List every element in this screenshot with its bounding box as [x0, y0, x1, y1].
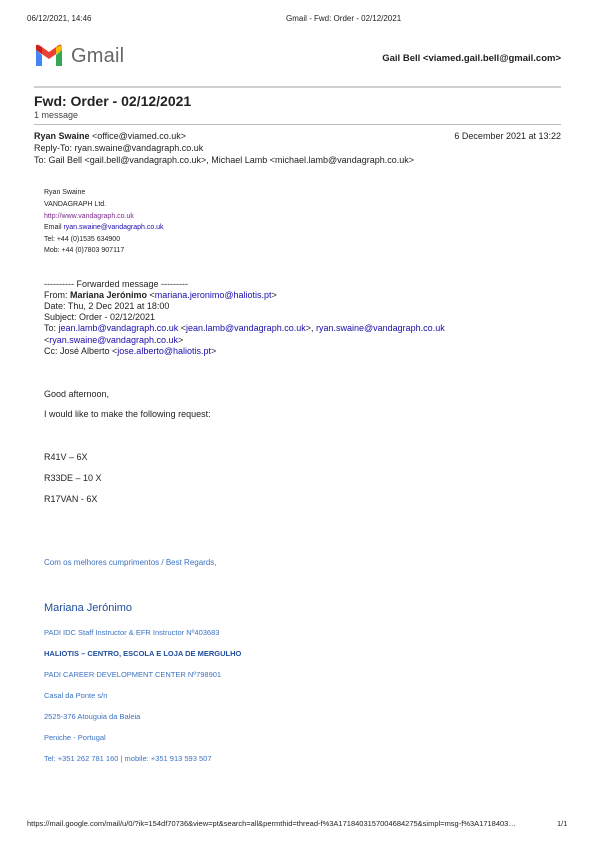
- fwd-to-open2: <: [44, 335, 50, 345]
- fwd-to-line2: [44, 335, 183, 345]
- account-label: Gail Bell <viamed.gail.bell@gmail.com>: [382, 53, 561, 64]
- sig-website-link[interactable]: http://www.vandagraph.co.uk: [44, 213, 134, 220]
- footer-sig-phones: Tel: +351 262 781 160 | mobile: +351 913 593 507: [44, 754, 212, 763]
- print-url: https://mail.google.com/mail/u/0/?ik=154df70736&view=pt&search=all&permthid=thread-f%3A1718403157004684275&simpl=msg-f%3A1718403…: [27, 819, 516, 828]
- message-count: 1 message: [34, 110, 79, 120]
- fwd-to-email2-link[interactable]: ryan.swaine@vandagraph.co.uk: [315, 323, 445, 333]
- fwd-to-label: To:: [44, 323, 59, 333]
- sig-email-label: Email: [44, 224, 64, 231]
- gmail-logo-icon: [34, 44, 64, 68]
- order-item: R33DE – 10 X: [44, 473, 102, 483]
- reply-to: Reply-To: ryan.swaine@vandagraph.co.uk: [34, 143, 204, 153]
- subject-divider: [34, 124, 561, 125]
- fwd-to-email1b-link[interactable]: jean.lamb@vandagraph.co.uk: [186, 323, 306, 333]
- fwd-date: Date: Thu, 2 Dec 2021 at 18:00: [44, 301, 170, 311]
- greeting: Good afternoon,: [44, 389, 110, 399]
- sig-company: VANDAGRAPH Ltd.: [44, 201, 107, 208]
- sender-email: <office@viamed.co.uk>: [92, 131, 187, 141]
- request-text: I would like to make the following request:: [44, 409, 211, 419]
- sig-email-line: [44, 224, 164, 231]
- footer-sig-address1: Casal da Ponte s/n: [44, 691, 108, 700]
- print-page-title: Gmail - Fwd: Order - 02/12/2021: [286, 14, 402, 23]
- header-divider: [34, 86, 561, 88]
- footer-sig-address3: Peniche - Portugal: [44, 733, 106, 742]
- sig-name: Ryan Swaine: [44, 189, 86, 196]
- footer-sig-name: Mariana Jerónimo: [44, 602, 133, 614]
- forward-separator: ---------- Forwarded message ---------: [44, 279, 188, 289]
- fwd-to-line: [44, 323, 445, 333]
- fwd-cc-label: Cc: José Alberto <: [44, 346, 118, 356]
- fwd-to-email1-link[interactable]: jean.lamb@vandagraph.co.uk: [58, 323, 179, 333]
- sig-email-link[interactable]: ryan.swaine@vandagraph.co.uk: [63, 224, 164, 231]
- fwd-to-close2: >: [177, 335, 184, 345]
- gmail-logo-text: Gmail: [71, 45, 125, 67]
- footer-sig-company: HALIOTIS – CENTRO, ESCOLA E LOJA DE MERGULHO: [44, 649, 242, 658]
- sig-tel: Tel: +44 (0)1535 634900: [44, 236, 121, 243]
- fwd-to-close1: >,: [305, 323, 316, 333]
- order-item: R41V – 6X: [44, 452, 88, 462]
- fwd-from-label: From:: [44, 290, 70, 300]
- fwd-cc-email-link[interactable]: jose.alberto@haliotis.pt: [117, 346, 211, 356]
- footer-sig-role: PADI IDC Staff Instructor & EFR Instructor Nº403683: [44, 628, 220, 637]
- fwd-from-line: [44, 290, 277, 300]
- print-datetime: 06/12/2021, 14:46: [27, 14, 92, 23]
- sender-line: [34, 131, 186, 141]
- thread-subject: Fwd: Order - 02/12/2021: [34, 93, 192, 109]
- order-item: R17VAN - 6X: [44, 494, 98, 504]
- footer-sig-address2: 2525-376 Atouguia da Baleia: [44, 712, 141, 721]
- print-page-number: 1/1: [557, 819, 568, 828]
- fwd-to-email2b-link[interactable]: ryan.swaine@vandagraph.co.uk: [49, 335, 178, 345]
- fwd-from-close: >: [271, 290, 277, 300]
- footer-sig-center: PADI CAREER DEVELOPMENT CENTER Nº798901: [44, 670, 222, 679]
- fwd-subject: Subject: Order - 02/12/2021: [44, 312, 156, 322]
- fwd-from-name: Mariana Jerónimo: [70, 290, 148, 300]
- fwd-from-email-link[interactable]: mariana.jeronimo@haliotis.pt: [154, 290, 272, 300]
- fwd-from-open: <: [147, 290, 155, 300]
- message-date: 6 December 2021 at 13:22: [454, 131, 561, 141]
- fwd-cc-line: [44, 346, 216, 356]
- sender-name: Ryan Swaine: [34, 131, 90, 141]
- fwd-cc-close: >: [210, 346, 217, 356]
- to-line: To: Gail Bell <gail.bell@vandagraph.co.uk>, Michael Lamb <michael.lamb@vandagraph.co.uk>: [34, 155, 414, 165]
- regards: Com os melhores cumprimentos / Best Regards,: [44, 558, 217, 567]
- sig-mob: Mob: +44 (0)7803 907117: [44, 247, 125, 254]
- fwd-to-open1: <: [178, 323, 186, 333]
